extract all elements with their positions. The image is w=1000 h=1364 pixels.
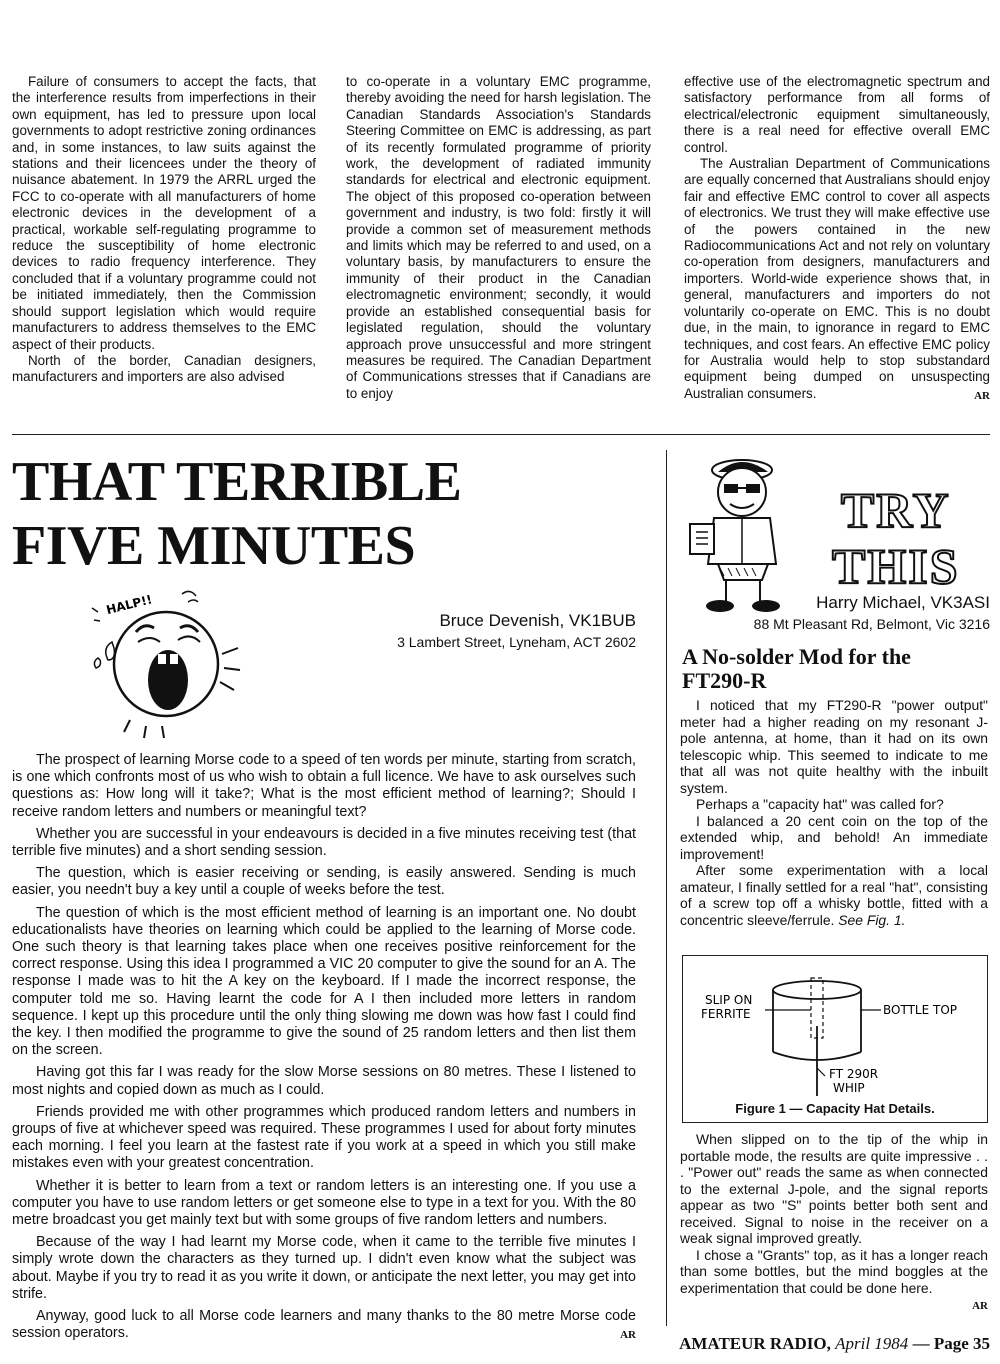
headline-line-1: A No-solder Mod for the [682, 644, 911, 669]
paragraph: The prospect of learning Morse code to a speed of ten words per minute, starting from scratch, is one which confronts most of us who wish to obtain a full licence. We have to ask ourselves such questions as: How long will it take?; What is the most efficient method of learning?; Should I receive random letters and numbers or meaningful text? [12, 752, 636, 820]
paragraph: I chose a "Grants" top, as it has a longer reach than some bottles, but the mind boggles at the experimentation that could be done here. [680, 1246, 988, 1296]
try-this-banner [832, 482, 960, 594]
try-this-body-before-figure [680, 697, 988, 928]
morse-byline [380, 610, 636, 652]
end-mark: AR [974, 389, 990, 402]
morse-article-body [12, 752, 636, 1348]
footer-issue: April 1984 [835, 1334, 909, 1353]
end-mark: AR [972, 1300, 988, 1312]
crying-face-cartoon [84, 584, 254, 740]
paragraph: When slipped on to the tip of the whip in portable mode, the results are quite impressive . . . "Power out" reads the same as when connected to the external J-pole, and the signal reports appear as two "S" points better both sent and received. Signal to noise in the receiver on a weak signal improved greatly. [680, 1131, 988, 1246]
paragraph: effective use of the electromagnetic spectrum and satisfactory performance from all forms of electrical/electronic equipment simultaneously, there is a real need for effective overall EMC control. [684, 74, 990, 155]
column-divider [666, 450, 667, 1326]
banner-line-1: TRY [840, 482, 951, 538]
paragraph: Whether it is better to learn from a text or random letters is an interesting one. If you use a computer you have to use random letters or get someone else to type in a text for you. With the 80 metre broadcast you get mainly text but with some groups of five random letters and numbers. [12, 1177, 636, 1229]
end-mark: AR [620, 1329, 636, 1342]
paragraph [680, 862, 988, 928]
paragraph: Failure of consumers to accept the facts, that the interference results from imperfections in their own equipment, has led to pressure upon local governments to adopt restrictive zoning ordinances and, in some instances, to law suits against the stations and their licencees under the theory of nuisance abatement. In 1979 the ARRL urged the FCC to co-operate with all manufacturers of home electronic devices in the development of a practical, workable self-regulating programme to reduce the susceptibility of home electronic devices to radio frequency interference. They concluded that if a voluntary programme could not be initiated immediately, then the Commission should support legislation which would require manufacturers to address themselves to the EMC aspect of their products. [12, 74, 316, 352]
top-article-column-3 [684, 74, 990, 404]
author-address: 3 Lambert Street, Lyneham, ACT 2602 [397, 634, 636, 650]
footer-magazine: AMATEUR RADIO, [679, 1334, 831, 1353]
paragraph: I balanced a 20 cent coin on the top of the extended whip, and behold! An immediate improvement! [680, 812, 988, 862]
label-slip-line-1: SLIP ON [705, 993, 753, 1007]
paragraph: North of the border, Canadian designers, manufacturers and importers are also advised [12, 352, 316, 385]
headline-line-1: THAT TERRIBLE [12, 451, 462, 513]
top-article-column-2 [346, 74, 651, 402]
author-name: Bruce Devenish, VK1BUB [439, 611, 636, 630]
paragraph: Whether you are successful in your endeavours is decided in a five minutes receiving test (that terrible five minutes) and a short sending session. [12, 825, 636, 860]
paragraph: Having got this far I was ready for the slow Morse sessions on 80 metres. These I listened to most nights and copied down as much as I could. [12, 1064, 636, 1098]
paragraph: I noticed that my FT290-R "power output" meter had a higher reading on my resonant J-pole antenna, at home, than it had on its own telescopic whip. This seemed to indicate to me that all was not quite healthy with the inbuilt system. [680, 697, 988, 796]
label-slip-line-2: FERRITE [701, 1007, 751, 1021]
paragraph: Friends provided me with other programmes which produced random letters and numbers in groups of five at whichever speed was required. These programmes I used for about forty minutes each morning. I feel you learn at the fastest rate if you work at a speed in which you still make mistakes even with your greatest concentration. [12, 1103, 636, 1172]
try-this-headline [682, 645, 982, 693]
paragraph: The question of which is the most efficient method of learning is an important one. No doubt educationalists have theories on learning which could be applied to the learning of Morse code. One such theory is that learning takes place when one receives positive reinforcement for the correct response. Using this idea I programmed a VIC 20 computer to give the sound for an A. The response I made was to hit the A key on the keyboard. If I made the incorrect response, the computer told me so. Having learnt the code for A I then included more letters in random sequence. I kept up this procedure until the only thing slowing me down was how fast I could find the key. I then modified the programme to give the sound of 25 random letters and then list them on the screen. [12, 904, 636, 1059]
paragraph-text: The Australian Department of Communications are equally concerned that Australians should enjoy fair and effective EMC control to cover all aspects of electronics. We trust they will make effective use of the powers contained in the new Radiocommunications Act and not rely on voluntary co-operation from designers, manufacturers and importers. World-wide experience shows that, in general, manufacturers and importers do not voluntarily co-operate on EMC. This is no doubt due, in the main, to ignorance in regard to EMC techniques, and cost fears. An effective EMC policy for Australia would help to stop substandard equipment being dumped on unsuspecting Australian consumers. [684, 156, 990, 401]
paragraph-text: Anyway, good luck to all Morse code learners and many thanks to the 80 metre Morse code session operators. [12, 1308, 636, 1342]
fig-reference: See Fig. 1. [838, 911, 906, 928]
footer-page: — Page 35 [912, 1334, 990, 1353]
banner-line-2: THIS [832, 538, 960, 594]
headline-line-2: FT290-R [682, 668, 767, 693]
section-divider [12, 434, 990, 435]
label-bottle-top: BOTTLE TOP [883, 1003, 958, 1017]
cartoon-exclaim: HALP!! [104, 592, 154, 618]
paragraph [684, 156, 990, 402]
author-name: Harry Michael, VK3ASI [816, 593, 990, 612]
scientist-cartoon [684, 452, 824, 614]
top-article-column-1 [12, 74, 316, 386]
figure-1-box [682, 955, 988, 1123]
end-mark-row [680, 1296, 988, 1315]
author-address: 88 Mt Pleasant Rd, Belmont, Vic 3216 [753, 616, 990, 632]
paragraph [12, 1308, 636, 1342]
paragraph: to co-operate in a voluntary EMC programme, thereby avoiding the need for harsh legislation. The Canadian Standards Association's Standards Steering Committee on EMC is addressing, as part of its recently formulated programme of priority work, the development of radiated immunity standards for electrical and electronic equipment. The object of this proposed co-operation between government and industry, is two fold: firstly it will provide a common set of measurement methods and limits which may be referred to and used, on a voluntary basis, by manufacturers to ensure the immunity of their product in the Canadian electromagnetic environment; secondly, it would provide an established consequential basis for legislated regulation, should the voluntary approach prove unsuccessful and more stringent measures be required. The Canadian Department of Communications stresses that if Canadians are to enjoy [346, 74, 651, 401]
page-footer [670, 1334, 990, 1354]
paragraph: The question, which is easier receiving or sending, is easily answered. Sending is much easier, you needn't buy a key until a couple of weeks before the test. [12, 865, 636, 899]
try-this-body-after-figure [680, 1131, 988, 1315]
paragraph: Because of the way I had learnt my Morse code, when it came to the terrible five minutes I simply wrote down the characters as they turned up. I didn't even know what the subject was about. Maybe if you try to read it as you write it down, or anticipate the next letter, you may get into strife. [12, 1234, 636, 1302]
figure-caption: Figure 1 — Capacity Hat Details. [735, 1101, 935, 1116]
article-headline [12, 450, 461, 578]
headline-line-2: FIVE MINUTES [12, 515, 416, 577]
label-whip-line-2: WHIP [833, 1081, 865, 1095]
label-whip-line-1: FT 290R [829, 1067, 879, 1081]
capacity-hat-diagram [683, 956, 987, 1096]
paragraph-text: After some experimentation with a local amateur, I finally settled for a real "hat", consisting of a screw top off a whisky bottle, fitted with a concentric sleeve/ferrule. [680, 862, 988, 928]
try-this-byline [700, 592, 990, 634]
paragraph: Perhaps a "capacity hat" was called for? [696, 796, 944, 812]
